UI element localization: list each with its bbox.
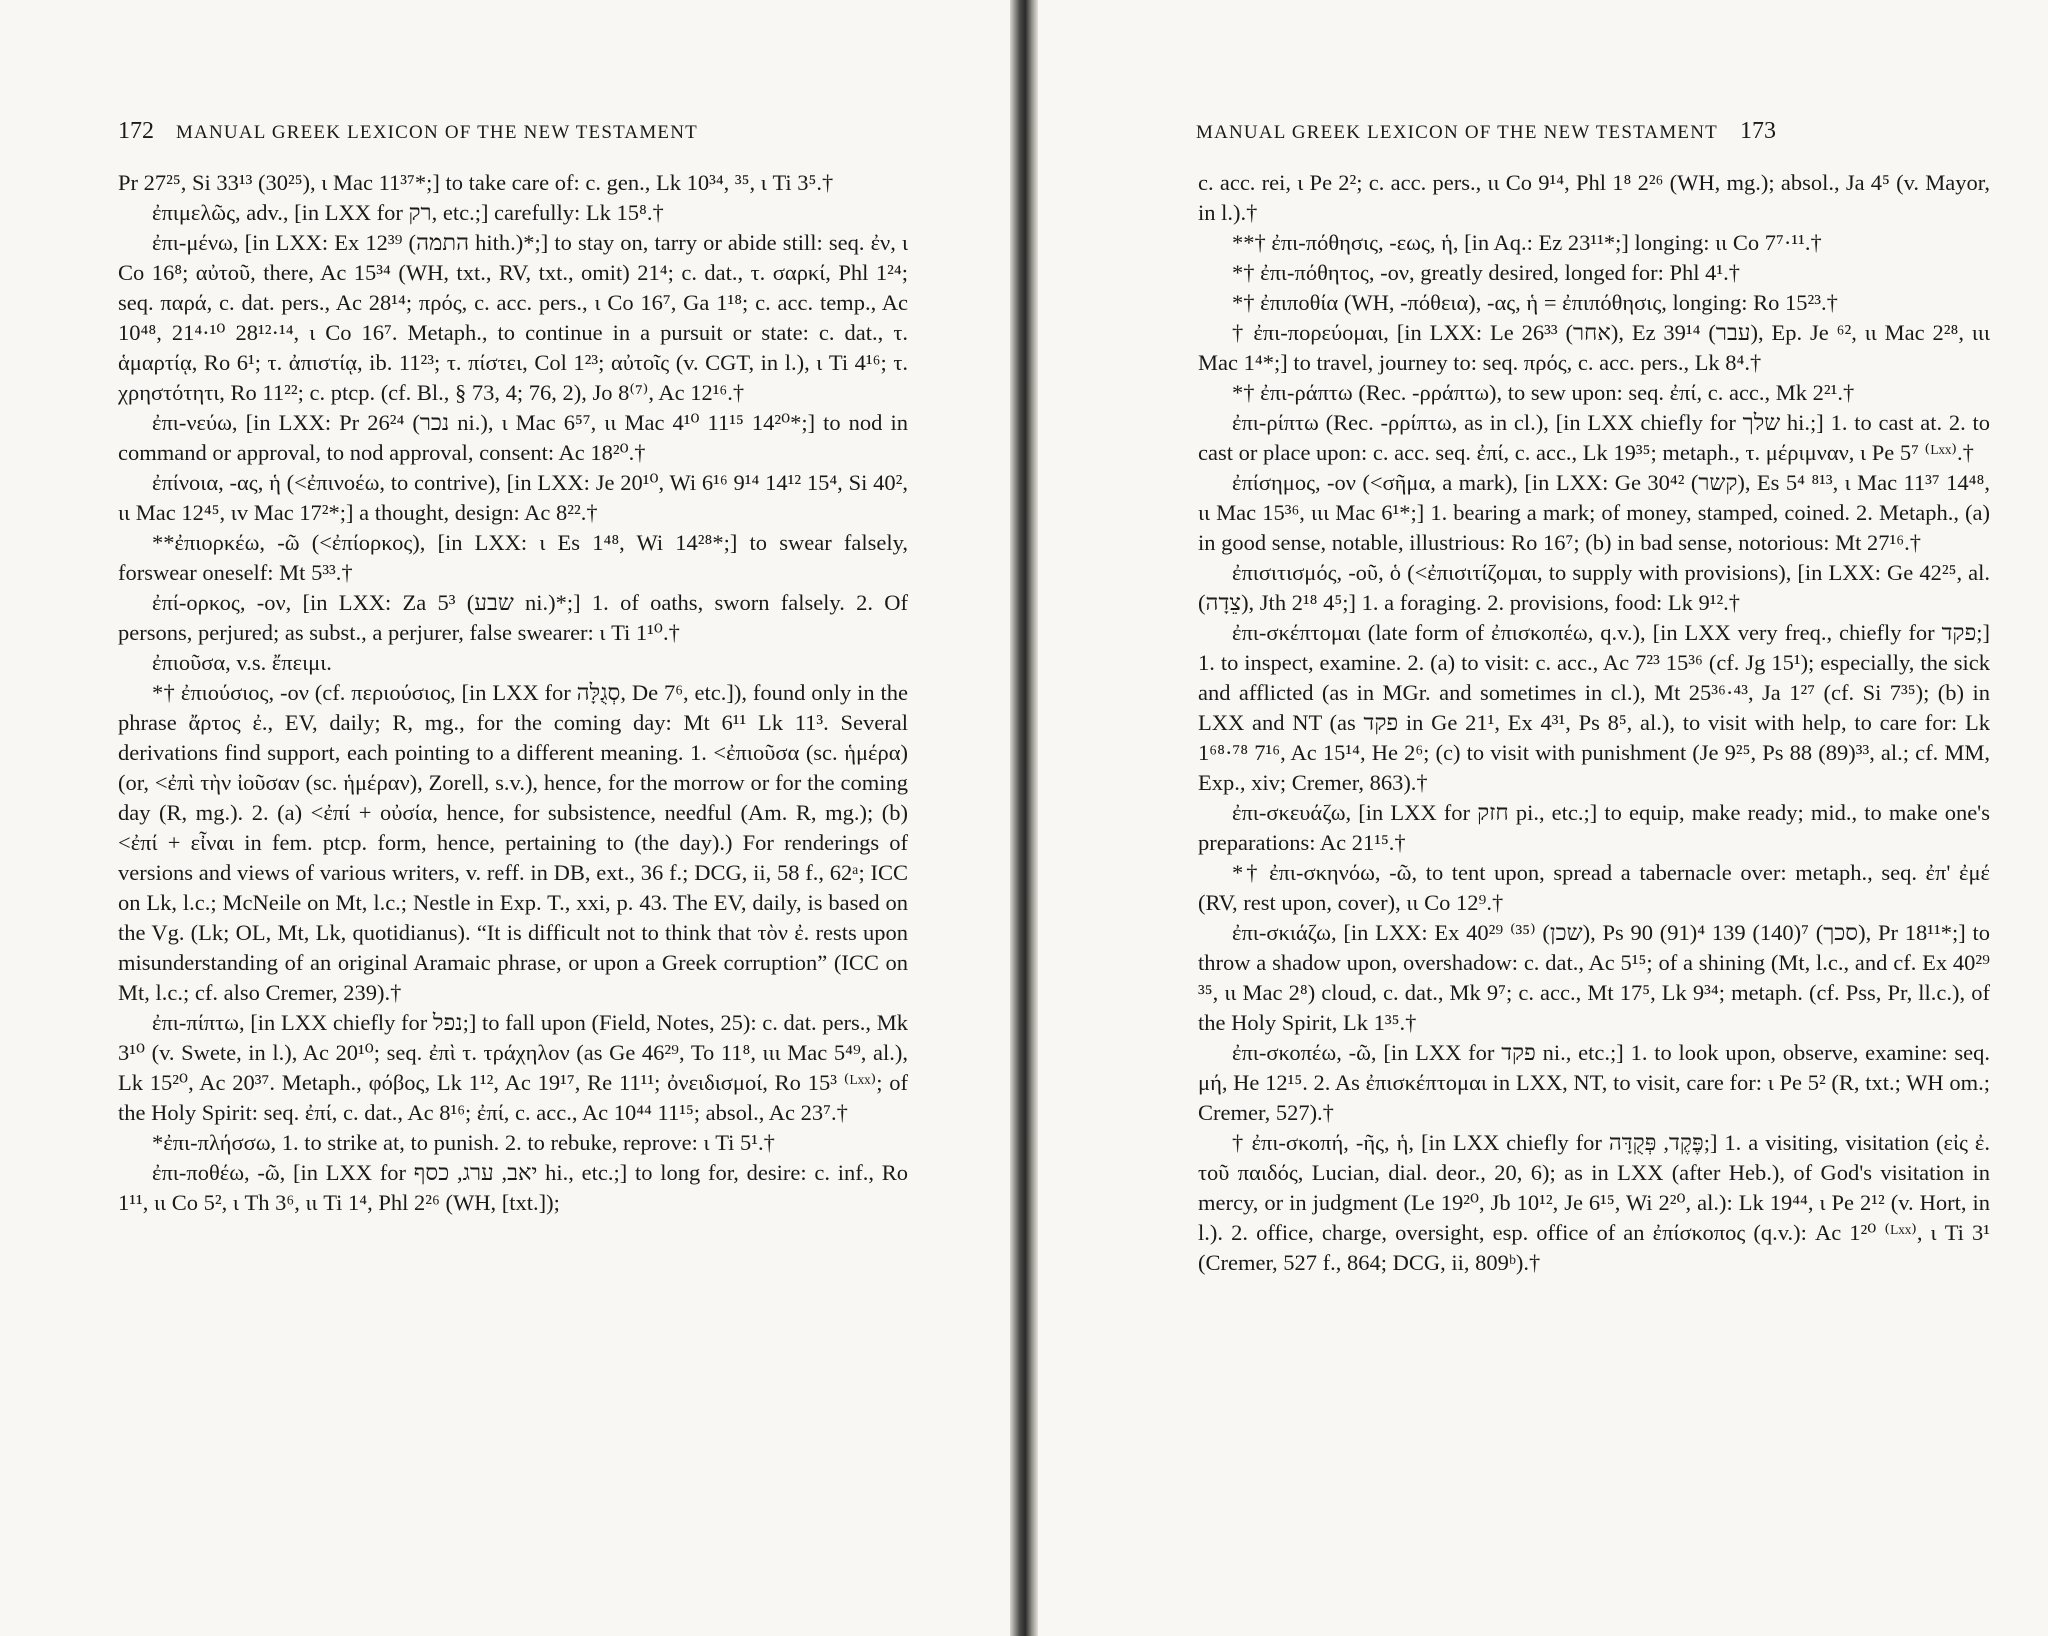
lexicon-entry: ἐπιμελῶς, adv., [in LXX for רק, etc.;] carefully: Lk 15⁸.† [152,200,664,225]
lexicon-entry: *† ἐπι-πόθητος, -ον, greatly desired, longed for: Phl 4¹.† [1232,260,1741,285]
lexicon-entry: ἐπισιτισμός, -οῦ, ὁ (<ἐπισιτίζομαι, to supply with provisions), [in LXX: Ge 42²⁵, al. (צֵדָה), Jth 2¹⁸ 4⁵;] 1. a foraging. 2. provisions, food: Lk 9¹².† [1198,560,1990,615]
right-page-text [1198,168,1990,1278]
lexicon-entry: ἐπι-σκοπέω, -ῶ, [in LXX for פקד ni., etc.;] 1. to look upon, observe, examine: seq. μή, He 12¹⁵. 2. As ἐπισκέπτομαι in LXX, NT, to visit, care for: ι Pe 5² (R, txt.; WH om.; Cremer, 527).† [1198,1040,1991,1125]
lexicon-entry: ἐπι-ποθέω, -ῶ, [in LXX for יאב, ערג, כסף hi., etc.;] to long for, desire: c. inf., Ro 1¹¹, ιι Co 5², ι Th 3⁶, ιι Ti 1⁴, Phl 2²⁶ (WH, [txt.]); [118,1160,908,1215]
lexicon-entry: ἐπί-ορκος, -ον, [in LXX: Za 5³ (שבע ni.)*;] 1. of oaths, sworn falsely. 2. Of persons, perjured; as subst., a perjurer, false swearer: ι Ti 1¹⁰.† [118,590,908,645]
lexicon-entry: ἐπι-μένω, [in LXX: Ex 12³⁹ (התמה hith.)*;] to stay on, tarry or abide still: seq. ἐν, ι Co 16⁸; αὐτοῦ, there, Ac 15³⁴ (WH, txt., RV, txt., omit) 21⁴; c. dat., τ. σαρκί, Phl 1²⁴; seq. παρά, c. dat. pers., Ac 28¹⁴; πρός, c. acc. pers., ι Co 16⁷, Ga 1¹⁸; c. acc. temp., Ac 10⁴⁸, 21⁴·¹⁰ 28¹²·¹⁴, ι Co 16⁷. Metaph., to continue in a pursuit or state: c. dat., τ. ἁμαρτίᾳ, Ro 6¹; τ. ἀπιστίᾳ, ib. 11²³; τ. πίστει, Col 1²³; αὐτοῖς (v. CGT, in l.), ι Ti 4¹⁶; τ. χρηστότητι, Ro 11²²; c. ptcp. (cf. Bl., § 73, 4; 76, 2), Jo 8⁽⁷⁾, Ac 12¹⁶.† [118,230,908,405]
left-page [0,0,1010,1636]
lexicon-entry: ἐπι-σκευάζω, [in LXX for חזק pi., etc.;] to equip, make ready; mid., to make one's preparations: Ac 21¹⁵.† [1198,800,1990,855]
lexicon-entry: *† ἐπι-σκηνόω, -ῶ, to tent upon, spread a tabernacle over: metaph., seq. ἐπ' ἐμέ (RV, rest upon, cover), ιι Co 12⁹.† [1198,860,1990,915]
left-page-text [118,168,908,1218]
lexicon-entry: ἐπι-ρίπτω (Rec. -ρρίπτω, as in cl.), [in LXX chiefly for שלך hi.;] 1. to cast at. 2. to cast or place upon: c. acc. seq. ἐπί, c. acc., Lk 19³⁵; metaph., τ. μέριμναν, ι Pe 5⁷ ⁽ᴸˣˣ⁾.† [1198,410,1991,465]
lexicon-entry: ἐπίνοια, -ας, ἡ (<ἐπινοέω, to contrive), [in LXX: Je 20¹⁰, Wi 6¹⁶ 9¹⁴ 14¹² 15⁴, Si 40², ιι Mac 12⁴⁵, ιv Mac 17²*;] a thought, design: Ac 8²².† [118,470,908,525]
left-page-header [118,118,698,145]
lexicon-entry: ἐπι-σκέπτομαι (late form of ἐπισκοπέω, q.v.), [in LXX very freq., chiefly for פקד;] 1. to inspect, examine. 2. (a) to visit: c. acc., Ac 7²³ 15³⁶ (cf. Jg 15¹); especially, the sick and afflicted (as in MGr. and sometimes in cl.), Mt 25³⁶·⁴³, Ja 1²⁷ (cf. Si 7³⁵); (b) in LXX and NT (as פקד in Ge 21¹, Ex 4³¹, Ps 8⁵, al.), to visit with help, to care for: Lk 1⁶⁸·⁷⁸ 7¹⁶, Ac 15¹⁴, He 2⁶; (c) to visit with punishment (Je 9²⁵, Ps 88 (89)³³, al.; cf. MM, Exp., xiv; Cremer, 863).† [1198,620,1990,795]
lexicon-entry: **ἐπιορκέω, -ῶ (<ἐπίορκος), [in LXX: ι Es 1⁴⁸, Wi 14²⁸*;] to swear falsely, forswear oneself: Mt 5³³.† [118,530,908,585]
right-page [1038,0,2048,1636]
book-gutter [1010,0,1038,1636]
lexicon-entry: ἐπιοῦσα, v.s. ἔπειμι. [152,650,332,675]
page-number: 173 [1739,118,1776,144]
lexicon-entry: ἐπι-νεύω, [in LXX: Pr 26²⁴ (נכר ni.), ι Mac 6⁵⁷, ιι Mac 4¹⁰ 11¹⁵ 14²⁰*;] to nod in command or approval, to nod approval, consent: Ac 18²⁰.† [118,410,908,465]
lexicon-entry: ἐπι-πίπτω, [in LXX chiefly for נפל;] to fall upon (Field, Notes, 25): c. dat. pers., Mk 3¹⁰ (v. Swete, in l.), Ac 20¹⁰; seq. ἐπὶ τ. τράχηλον (as Ge 46²⁹, To 11⁸, ιιι Mac 5⁴⁹, al.), Lk 15²⁰, Ac 20³⁷. Metaph., φόβος, Lk 1¹², Ac 19¹⁷, Re 11¹¹; ὀνειδισμοί, Ro 15³ ⁽ᴸˣˣ⁾; of the Holy Spirit: seq. ἐπί, c. dat., Ac 8¹⁶; ἐπί, c. acc., Ac 10⁴⁴ 11¹⁵; absol., Ac 23⁷.† [118,1010,908,1125]
page-number: 172 [118,118,154,144]
running-head: MANUAL GREEK LEXICON OF THE NEW TESTAMENT [176,122,698,143]
running-head: MANUAL GREEK LEXICON OF THE NEW TESTAMENT [1196,122,1718,143]
lexicon-entry: † ἐπι-πορεύομαι, [in LXX: Le 26³³ (אחר), Ez 39¹⁴ (עבר), Ep. Je ⁶², ιι Mac 2²⁸, ιιι Mac 1⁴*;] to travel, journey to: seq. πρός, c. acc. pers., Lk 8⁴.† [1198,320,1991,375]
right-page-header [1196,118,1776,145]
lexicon-entry: *† ἐπι-ράπτω (Rec. -ρράπτω), to sew upon: seq. ἐπί, c. acc., Mk 2²¹.† [1232,380,1855,405]
lexicon-entry: *† ἐπιποθία (WH, -πόθεια), -ας, ἡ = ἐπιπόθησις, longing: Ro 15²³.† [1232,290,1838,315]
lexicon-entry: ἐπι-σκιάζω, [in LXX: Ex 40²⁹ ⁽³⁵⁾ (שכן), Ps 90 (91)⁴ 139 (140)⁷ (סכך), Pr 18¹¹*;] to throw a shadow upon, overshadow: c. dat., Ac 5¹⁵; of a shining (Mt, l.c., and cf. Ex 40²⁹ ³⁵, ιι Mac 2⁸) cloud, c. dat., Mk 9⁷; c. acc., Mt 17⁵, Lk 9³⁴; metaph. (cf. Pss, Pr, ll.c.), of the Holy Spirit, Lk 1³⁵.† [1198,920,1990,1035]
lexicon-entry: *ἐπι-πλήσσω, 1. to strike at, to punish. 2. to rebuke, reprove: ι Ti 5¹.† [152,1130,775,1155]
lexicon-entry: Pr 27²⁵, Si 33¹³ (30²⁵), ι Mac 11³⁷*;] to take care of: c. gen., Lk 10³⁴, ³⁵, ι Ti 3⁵.† [118,170,834,195]
lexicon-entry: *† ἐπιούσιος, -ον (cf. περιούσιος, [in LXX for סְגֻלָּה, De 7⁶, etc.]), found only in the phrase ἄρτος ἐ., EV, daily; R, mg., for the coming day: Mt 6¹¹ Lk 11³. Several derivations find support, each pointing to a different meaning. 1. <ἐπιοῦσα (sc. ἡμέρα) (or, <ἐπὶ τὴν ἰοῦσαν (sc. ἡμέραν), Zorell, s.v.), hence, for the morrow or for the coming day (R, mg.). 2. (a) <ἐπί + οὐσία, hence, for subsistence, needful (Am. R, mg.); (b) <ἐπί + εἶναι in fem. ptcp. form, hence, pertaining to (the day).) For renderings of versions and views of various writers, v. reff. in DB, ext., 36 f.; DCG, ii, 58 f., 62ᵃ; ICC on Lk, l.c.; McNeile on Mt, l.c.; Nestle in Exp. T., xxi, p. 43. The EV, daily, is based on the Vg. (Lk; OL, Mt, Lk, quotidianus). “It is difficult not to think that τὸν ἐ. rests upon misunderstanding of an original Aramaic phrase, or upon a Greek corruption” (ICC on Mt, l.c.; cf. also Cremer, 239).† [118,680,908,1005]
lexicon-entry: † ἐπι-σκοπή, -ῆς, ἡ, [in LXX chiefly for פֶּקֶד, פְּקֻדָּה;] 1. a visiting, visitation (εἰς ἐ. τοῦ παιδός, Lucian, dial. deor., 20, 6); as in LXX (after Heb.), of God's visitation in mercy, or in judgment (Le 19²⁰, Jb 10¹², Je 6¹⁵, Wi 2²⁰, al.): Lk 19⁴⁴, ι Pe 2¹² (v. Hort, in l.). 2. office, charge, oversight, esp. office of an ἐπίσκοπος (q.v.): Ac 1²⁰ ⁽ᴸˣˣ⁾, ι Ti 3¹ (Cremer, 527 f., 864; DCG, ii, 809ᵇ).† [1198,1130,1990,1275]
lexicon-entry: c. acc. rei, ι Pe 2²; c. acc. pers., ιι Co 9¹⁴, Phl 1⁸ 2²⁶ (WH, mg.); absol., Ja 4⁵ (v. Mayor, in l.).† [1198,170,1990,225]
lexicon-entry: ἐπίσημος, -ον (<σῆμα, a mark), [in LXX: Ge 30⁴² (קשר), Es 5⁴ ⁸¹³, ι Mac 11³⁷ 14⁴⁸, ιι Mac 15³⁶, ιιι Mac 6¹*;] 1. bearing a mark; of money, stamped, coined. 2. Metaph., (a) in good sense, notable, illustrious: Ro 16⁷; (b) in bad sense, notorious: Mt 27¹⁶.† [1198,470,1990,555]
lexicon-entry: **† ἐπι-πόθησις, -εως, ἡ, [in Aq.: Ez 23¹¹*;] longing: ιι Co 7⁷·¹¹.† [1232,230,1822,255]
